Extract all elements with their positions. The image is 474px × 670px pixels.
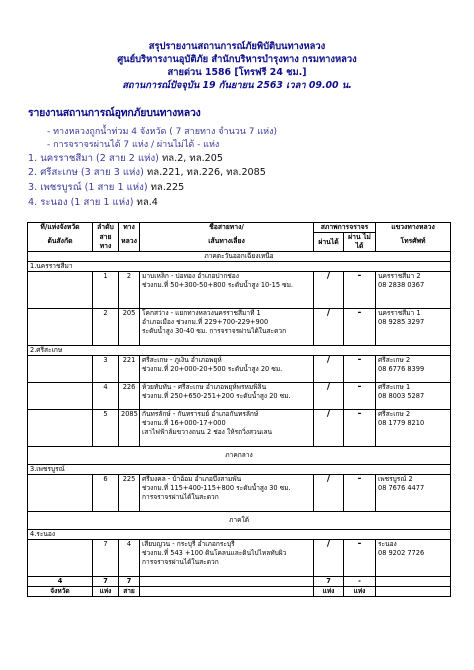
table-row	[28, 410, 451, 447]
province-row	[28, 530, 451, 540]
route-detail	[140, 356, 314, 383]
row-number: 3	[93, 356, 119, 383]
table-row	[28, 356, 451, 383]
report-title: สรุปรายงานสถานการณ์ภัยพิบัติบนทางหลวง	[148, 41, 326, 52]
office-phone: 08 9285 3297	[378, 318, 425, 326]
route-name: ศรีมงคล - บ้าอ้อม อำเภอบึงสามพัน	[142, 475, 242, 483]
route-name: กันทรลักษ์ - กันทรารมย์ อำเภอกันทรลักษ์	[142, 410, 259, 418]
total-routes: 7	[119, 577, 140, 587]
total-pass-unit: แห่ง	[314, 587, 344, 597]
table-header-row	[28, 223, 451, 233]
route-segment: ช่วงกม.ที่ 543 +100 ดินโคลนและดินไปไหลทับผิว	[142, 549, 287, 557]
total-segments: 7	[93, 577, 119, 587]
row-number: 6	[93, 475, 119, 512]
office-phone: 08 8003 5287	[378, 392, 425, 400]
total-nopass-unit: แห่ง	[344, 587, 376, 597]
province-label: 2.ศรีสะเกษ	[28, 346, 451, 356]
route-segment: ช่วงกม.ที่ 20+000-20+500 ระดับน้ำสูง 20 ซม.	[142, 365, 283, 373]
report-hotline: สายด่วน 1586 [โทรฟรี 24 ชม.]	[167, 67, 307, 78]
pass-mark: /	[314, 540, 344, 577]
totals-row	[28, 577, 451, 587]
office-detail	[376, 540, 451, 577]
region-row	[28, 252, 451, 262]
pass-mark: /	[314, 272, 344, 309]
route-detail	[140, 383, 314, 410]
region-row	[28, 512, 451, 530]
province-summary-roads: ทล.4	[133, 197, 158, 208]
route-segment: ช่วงกม.ที่ 16+000-17+000	[142, 419, 226, 427]
office-name: ศรีสะเกษ 2	[378, 356, 411, 364]
province-summary-item	[28, 180, 184, 195]
pass-mark: /	[314, 356, 344, 383]
region-label: ภาคกลาง	[28, 447, 451, 465]
province-label: 4.ระนอง	[28, 530, 451, 540]
table-row	[28, 309, 451, 346]
route-number: 221	[119, 356, 140, 383]
section-title: รายงานสถานการณ์อุทกภัยบนทางหลวง	[28, 107, 201, 119]
col-traffic-status: สภาพการจราจร	[314, 223, 376, 233]
summary-flooded: - ทางหลวงถูกน้ำท่วม 4 จังหวัด ( 7 สายทาง จำนวน 7 แห่ง)	[47, 127, 278, 137]
nopass-mark: -	[344, 475, 376, 512]
col-district-sub: ต้นสังกัด	[28, 233, 93, 252]
route-detail	[140, 410, 314, 447]
office-name: เพชรบูรณ์ 2	[378, 475, 413, 483]
pass-mark: /	[314, 475, 344, 512]
nopass-mark: -	[344, 383, 376, 410]
col-route-sub: หลวง	[119, 233, 140, 252]
route-name: ห้วยทับทัน - ศรีสะเกษ อำเภอพยุห์พรหมพิลิน	[142, 383, 267, 391]
col-order: ลำดับ	[93, 223, 119, 233]
route-name: เสียบญวน - กระบุรี อำเภอกระบุรี	[142, 540, 235, 548]
total-routes-unit: สาย	[119, 587, 140, 597]
province-row	[28, 262, 451, 272]
route-detail	[140, 272, 314, 309]
route-number: 225	[119, 475, 140, 512]
office-detail	[376, 383, 451, 410]
route-number: 2085	[119, 410, 140, 447]
col-pass: ผ่านได้	[314, 233, 344, 252]
province-row	[28, 346, 451, 356]
report-org: ศูนย์บริหารงานอุบัติภัย สำนักบริหารบำรุงทาง กรมทางหลวง	[117, 54, 357, 65]
nopass-mark: -	[344, 272, 376, 309]
route-segment: ช่วงกม.ที่ 115+400-115+800 ระดับน้ำสูง 30 ซม.	[142, 484, 291, 492]
province-summary-item	[28, 195, 158, 210]
col-route-name-sub: เส้นทางเลี่ยง	[140, 233, 314, 252]
table-header-row	[28, 233, 451, 252]
col-office: แขวงทางหลวง	[376, 223, 451, 233]
table-row	[28, 475, 451, 512]
col-nopass: ผ่าน ไม่ได้	[344, 233, 376, 252]
row-number: 4	[93, 383, 119, 410]
office-phone: 08 7676 4477	[378, 484, 425, 492]
office-name: ระนอง	[378, 540, 397, 548]
province-label: 3.เพชรบูรณ์	[28, 465, 451, 475]
table-row	[28, 383, 451, 410]
col-route-name: ชื่อสายทาง/	[140, 223, 314, 233]
office-detail	[376, 309, 451, 346]
province-label: 1.นครราชสีมา	[28, 262, 451, 272]
nopass-mark: -	[344, 309, 376, 346]
route-segment: ช่วงกม.ที่ 250+650-251+200 ระดับน้ำสูง 20 ซม.	[142, 392, 291, 400]
office-name: ศรีสะเกษ 2	[378, 410, 411, 418]
province-row	[28, 465, 451, 475]
route-detail	[140, 309, 314, 346]
pass-mark: /	[314, 410, 344, 447]
route-note: เสาไฟฟ้าล้มขวางถนน 2 ช่อง ให้รถวิ่งสวนเลน	[142, 428, 273, 436]
route-detail	[140, 475, 314, 512]
row-number: 1	[93, 272, 119, 309]
province-summary-name: 3. เพชรบูรณ์ (1 สาย 1 แห่ง)	[28, 182, 148, 193]
route-number: 2	[119, 272, 140, 309]
route-note: การจราจรผ่านได้ในสะดวก	[142, 493, 219, 501]
route-number: 205	[119, 309, 140, 346]
province-summary-roads: ทล.221, ทล.226, ทล.2085	[143, 167, 266, 178]
col-order-sub: สายทาง	[93, 233, 119, 252]
office-detail	[376, 475, 451, 512]
row-number: 7	[93, 540, 119, 577]
office-phone: 08 9202 7726	[378, 549, 425, 557]
nopass-mark: -	[344, 540, 376, 577]
region-label: ภาคใต้	[28, 512, 451, 530]
route-name: ศรีสะเกษ - ภูเงิน อำเภอพยุห์	[142, 356, 222, 364]
row-number: 2	[93, 309, 119, 346]
total-segments-unit: แห่ง	[93, 587, 119, 597]
route-segment: ช่วงกม.ที่ 50+300-50+800 ระดับน้ำสูง 10-15 ซม.	[142, 281, 294, 289]
table-row	[28, 540, 451, 577]
total-nopass: -	[344, 577, 376, 587]
route-segment: อำเภอเมือง ช่วงกม.ที่ 229+700-229+900	[142, 318, 269, 326]
office-detail	[376, 272, 451, 309]
office-detail	[376, 356, 451, 383]
route-note: การจราจรผ่านได้ในสะดวก	[142, 558, 219, 566]
province-summary-name: 2. ศรีสะเกษ (3 สาย 3 แห่ง)	[28, 167, 144, 178]
flood-report-table	[27, 222, 451, 597]
region-row	[28, 447, 451, 465]
total-provinces: 4	[28, 577, 93, 587]
totals-label-row	[28, 587, 451, 597]
province-summary-roads: ทล.2, ทล.205	[158, 153, 223, 164]
office-name: นครราชสีมา 2	[378, 272, 421, 280]
route-number: 226	[119, 383, 140, 410]
table-row	[28, 272, 451, 309]
province-summary-name: 1. นครราชสีมา (2 สาย 2 แห่ง)	[28, 153, 159, 164]
office-phone: 08 1779 8210	[378, 419, 425, 427]
route-note: ระดับน้ำสูง 30-40 ซม. การจราจรผ่านได้ในสะดวก	[142, 327, 287, 335]
col-route: ทาง	[119, 223, 140, 233]
report-datetime: สถานการณ์ปัจจุบัน 19 กันยายน 2563 เวลา 09.00 น.	[122, 80, 352, 91]
route-detail	[140, 540, 314, 577]
total-provinces-unit: จังหวัด	[28, 587, 93, 597]
route-name: โคกสว่าง - แยกทางหลวงนครราชสีมาที่ 1	[142, 309, 261, 317]
office-phone: 08 2838 0367	[378, 281, 425, 289]
province-summary-roads: ทล.225	[147, 182, 185, 193]
province-summary-item	[28, 151, 223, 166]
row-number: 5	[93, 410, 119, 447]
province-summary-item	[28, 165, 266, 180]
province-summary-name: 4. ระนอง (1 สาย 1 แห่ง)	[28, 197, 134, 208]
region-label: ภาคตะวันออกเฉียงเหนือ	[28, 252, 451, 262]
nopass-mark: -	[344, 410, 376, 447]
route-name: มาบเหล็ก - บ่อทอง อำเภอปากช่อง	[142, 272, 239, 280]
col-district: ที่/แห่งจังหวัด	[28, 223, 93, 233]
pass-mark: /	[314, 383, 344, 410]
office-name: ศรีสะเกษ 1	[378, 383, 411, 391]
nopass-mark: -	[344, 356, 376, 383]
office-detail	[376, 410, 451, 447]
office-phone: 08 6776 8399	[378, 365, 425, 373]
route-number: 4	[119, 540, 140, 577]
summary-traffic: - การจราจรผ่านได้ 7 แห่ง / ผ่านไม่ได้ - แห่ง	[47, 140, 220, 150]
total-pass: 7	[314, 577, 344, 587]
office-name: นครราชสีมา 1	[378, 309, 421, 317]
pass-mark: /	[314, 309, 344, 346]
col-phone: โทรศัพท์	[376, 233, 451, 252]
